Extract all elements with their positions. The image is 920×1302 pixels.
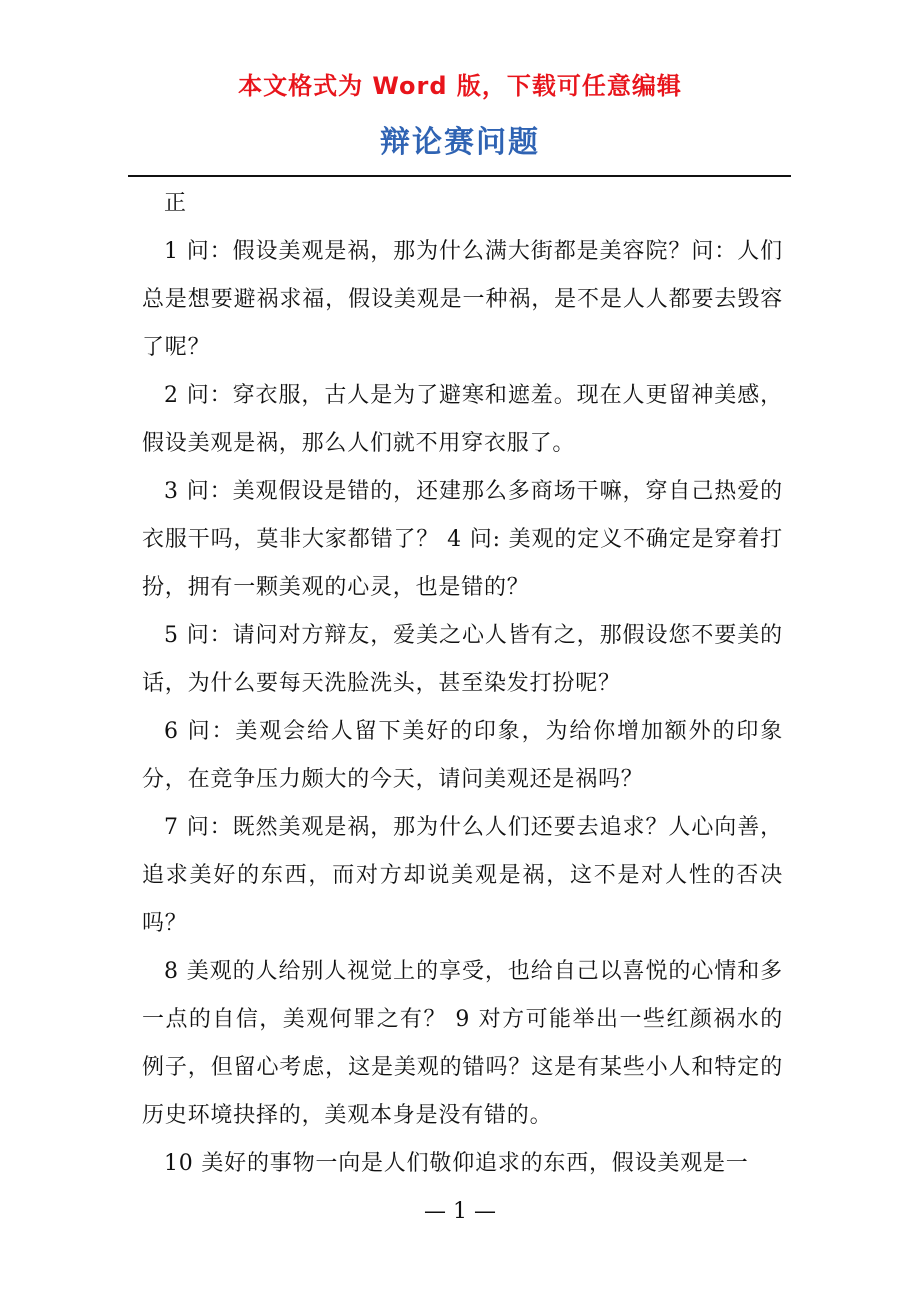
page-number: — 1 — [424, 1199, 496, 1224]
format-notice-banner: 本文格式为 Word 版，下载可任意编辑 [238, 72, 682, 100]
paragraph-question-6: 6 问：美观会给人留下美好的印象，为给你增加额外的印象分，在竞争压力颇大的今天，请问美观还是祸吗？ [142, 719, 783, 792]
paragraph-side-label: 正 [164, 191, 187, 216]
title-divider [128, 175, 791, 177]
paragraph-question-5: 5 问：请问对方辩友，爱美之心人皆有之，那假设您不要美的话，为什么要每天洗脸洗头，甚至染发打扮呢？ [142, 623, 783, 696]
paragraph-question-1: 1 问：假设美观是祸，那为什么满大街都是美容院？问：人们总是想要避祸求福，假设美观是一种祸，是不是人人都要去毁容了呢？ [142, 239, 783, 360]
paragraph-question-3-4: 3 问：美观假设是错的，还建那么多商场干嘛，穿自己热爱的衣服干吗，莫非大家都错了？ 4 问: 美观的定义不确定是穿着打扮，拥有一颗美观的心灵，也是错的？ [142, 479, 783, 600]
paragraph-point-8-9: 8 美观的人给别人视觉上的享受，也给自己以喜悦的心情和多一点的自信，美观何罪之有？ 9 对方可能举出一些红颜祸水的例子，但留心考虑，这是美观的错吗？这是有某些小人和特定的历史环境抉择的，美观本身是没有错的。 [142, 959, 783, 1128]
document-body [142, 180, 783, 1188]
paragraph-point-10: 10 美好的事物一向是人们敬仰追求的东西，假设美观是一 [164, 1151, 749, 1176]
paragraph-question-2: 2 问：穿衣服，古人是为了避寒和遮羞。现在人更留神美感，假设美观是祸，那么人们就不用穿衣服了。 [142, 383, 783, 456]
paragraph-question-7: 7 问：既然美观是祸，那为什么人们还要去追求？人心向善，追求美好的东西，而对方却说美观是祸，这不是对人性的否决吗？ [142, 815, 783, 936]
document-title: 辩论赛问题 [380, 125, 540, 160]
